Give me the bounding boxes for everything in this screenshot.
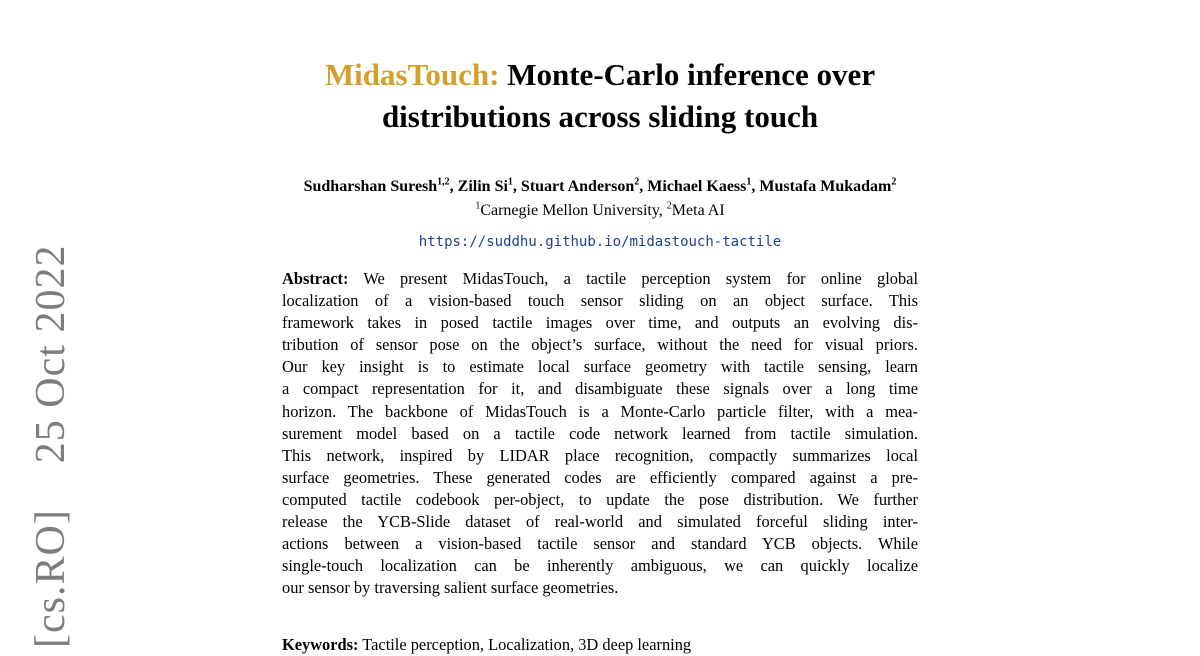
project-url-link[interactable]: https://suddhu.github.io/midastouch-tactile bbox=[418, 234, 782, 250]
affiliations bbox=[0, 200, 1200, 222]
abstract bbox=[282, 268, 918, 599]
affil-1: Carnegie Mellon University, bbox=[480, 202, 667, 219]
title-brand: MidasTouch: bbox=[324, 57, 500, 92]
abstract-line: Abstract: We present MidasTouch, a tactile perception system for online global bbox=[282, 269, 918, 288]
abstract-line: surface geometries. These generated codes are efficiently compared against a pre- bbox=[282, 467, 918, 487]
paper-title bbox=[0, 54, 1200, 138]
abstract-line: surement model based on a tactile code network learned from tactile simulation. bbox=[282, 423, 918, 443]
arxiv-side-stamp bbox=[26, 245, 76, 648]
affil-2: Meta AI bbox=[671, 202, 725, 219]
arxiv-date-spacer bbox=[28, 475, 74, 498]
keywords bbox=[282, 634, 918, 656]
abstract-line: our sensor by traversing salient surface geometries. bbox=[282, 578, 619, 598]
abstract-line: tribution of sensor pose on the object’s surface, without the need for visual priors. bbox=[282, 335, 918, 355]
abstract-line: Our key insight is to estimate local surface geometry with tactile sensing, learn bbox=[282, 357, 918, 377]
author: Zilin Si$^1$, bbox=[457, 176, 521, 195]
affil-sup-1: 1 bbox=[475, 200, 481, 212]
keywords-label: Keywords: bbox=[282, 635, 359, 654]
title-rest-line-1: Monte-Carlo inference over bbox=[499, 57, 876, 92]
abstract-line: computed tactile codebook per-object, to update the pose distribution. We further bbox=[282, 489, 918, 509]
abstract-line: localization of a vision-based touch sensor sliding on an object surface. This bbox=[282, 291, 918, 311]
abstract-line: actions between a vision-based tactile sensor and standard YCB objects. While bbox=[282, 534, 918, 554]
arxiv-category: [cs.RO] bbox=[28, 509, 74, 648]
abstract-line: horizon. The backbone of MidasTouch is a Monte-Carlo particle filter, with a mea- bbox=[282, 401, 918, 421]
title-line-2: distributions across sliding touch bbox=[381, 99, 819, 134]
abstract-line: release the YCB-Slide dataset of real-world and simulated forceful sliding inter- bbox=[282, 512, 918, 532]
abstract-label: Abstract: bbox=[282, 269, 349, 288]
abstract-line: a compact representation for it, and disambiguate these signals over a long time bbox=[282, 379, 918, 399]
keywords-text: Tactile perception, Localization, 3D deep learning bbox=[358, 635, 692, 654]
author: Mustafa Mukadam$^2$ bbox=[759, 176, 897, 195]
arxiv-date: 25 Oct 2022 bbox=[28, 244, 74, 464]
author: Michael Kaess$^1$, bbox=[647, 176, 760, 195]
title-line-1 bbox=[0, 54, 1200, 96]
author: Sudharshan Suresh$^{1,2}$, bbox=[303, 176, 458, 195]
abstract-line: single-touch localization can be inherently ambiguous, we can quickly localize bbox=[282, 556, 918, 576]
author: Stuart Anderson$^2$, bbox=[520, 176, 648, 195]
author-list bbox=[0, 176, 1200, 198]
affil-sup-2: 2 bbox=[666, 200, 672, 212]
abstract-line: framework takes in posed tactile images over time, and outputs an evolving dis- bbox=[282, 313, 918, 333]
abstract-line: This network, inspired by LIDAR place recognition, compactly summarizes local bbox=[282, 445, 918, 465]
